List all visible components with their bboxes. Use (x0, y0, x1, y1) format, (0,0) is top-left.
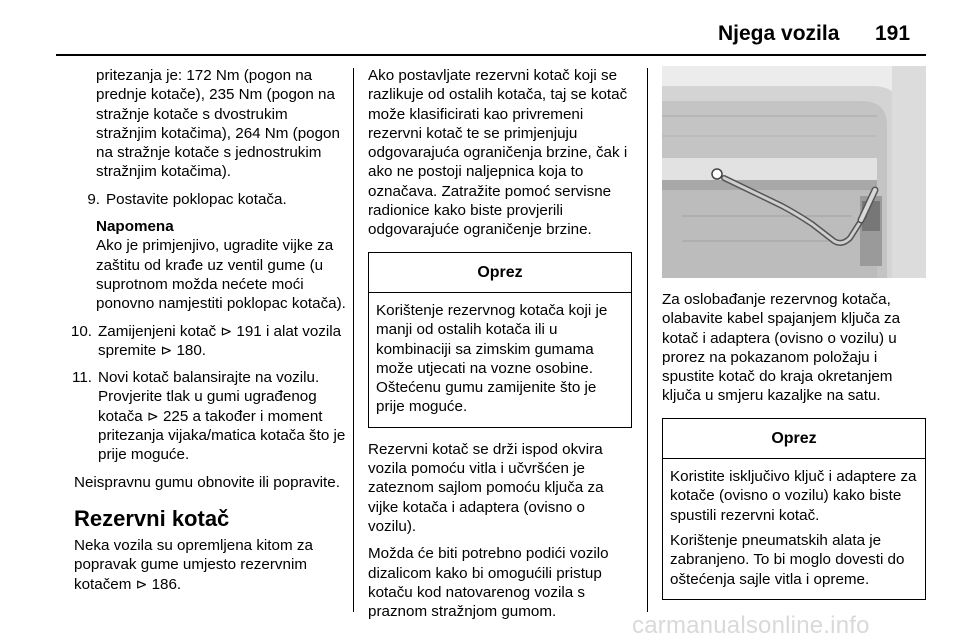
page-reference[interactable]: 225 (162, 407, 189, 425)
caution-body (369, 293, 631, 427)
page-reference-arrow-icon: ⊳ (220, 322, 233, 339)
column-divider-left (353, 68, 354, 612)
list-number: 10. (70, 322, 92, 340)
list-item-10 (66, 322, 346, 361)
note-text: Ako je primjenjivo, ugradite vijke za zaštitu od krađe uz ventil gume (u suprotnom možda nećete moći ponovno namjestiti poklopac kotača). (96, 237, 346, 313)
middle-column (368, 66, 632, 621)
header-rule (56, 54, 926, 56)
page-reference-arrow-icon: ⊳ (146, 407, 159, 424)
list-text: Novi kotač balansirajte na vozilu. Provjerite tlak u gumi ugrađenog kotača ⊳ 225 a također i moment pritezanja vijaka/matica kotača što je prije moguće. (98, 369, 346, 464)
caution-body (663, 459, 925, 599)
page-title: Njega vozila (718, 22, 840, 45)
page-reference[interactable]: 191 (236, 322, 262, 340)
caution-text: Korištenje rezervnog kotača koji je manji od ostalih kotača ili u kombinaciji sa zimskim gumama može utjecati na vozne osobine. Oštećenu gumu zamijenite što je prije moguće. (376, 301, 608, 416)
paragraph: Za oslobađanje rezervnog kotača, olabavite kabel spajanjem ključa za kotač i adaptera (ovisno o vozilu) u prorez na pokazanom položaju i spustite kotač do kraja okretanjem ključa u smjeru kazaljke na satu. (662, 291, 901, 405)
list-number: 9. (87, 190, 100, 208)
caution-box (662, 418, 926, 600)
paragraph: Rezervni kotač se drži ispod okvira vozila pomoću vitla i učvršćen je zateznom sajlom pomoću ključa za vijke kotača i adaptera (ovisno o vozilu). (368, 440, 604, 535)
continued-text: pritezanja je: 172 Nm (pogon na prednje kotače), 235 Nm (pogon na stražnje kotače s dvostrukim stražnjim kotačima), 264 Nm (pogon na stražnje kotače s jednostrukim stražnjim kotačima). (96, 67, 340, 181)
watermark: carmanualsonline.info (632, 612, 870, 639)
page-reference-arrow-icon: ⊳ (135, 575, 148, 592)
paragraph: Neispravnu gumu obnovite ili popravite. (74, 473, 340, 491)
page-reference[interactable]: 180. (176, 341, 206, 359)
column-divider-right (647, 68, 648, 612)
paragraph: Neka vozila su opremljena kitom za popravak gume umjesto rezervnim kotačem ⊳ 186. (74, 536, 313, 593)
left-column (70, 66, 346, 594)
wrench-illustration-icon (662, 66, 926, 278)
paragraph: Ako postavljate rezervni kotač koji se razlikuje od ostalih kotača, taj se kotač može klasificirati kao privremeni rezervni kotač te se primjenjuju odgovarajuća ograničenja brzine, čak i ako ne postoji naljepnica koja to označava. Zatražite pomoć servisne radionice kako biste provjerili odgovarajuće ograničenje brzine. (368, 67, 628, 239)
caution-text: Korištenje pneumatskih alata je zabranjeno. To bi moglo dovesti do oštećenja sajle vitla i opreme. (670, 531, 905, 588)
paragraph: Možda će biti potrebno podići vozilo dizalicom kako bi omogućili pristup kotaču kod natovarenog vozila s praznom stražnjom gumom. (368, 545, 609, 621)
list-item-11 (66, 368, 346, 464)
caution-heading: Oprez (369, 253, 631, 293)
right-column (662, 66, 926, 600)
note-heading: Napomena (96, 218, 174, 236)
caution-box (368, 252, 632, 428)
section-heading: Rezervni kotač (74, 505, 230, 531)
page-reference[interactable]: 186. (151, 575, 182, 593)
list-item-9 (74, 190, 346, 209)
spare-wheel-tool-illustration (662, 66, 926, 278)
list-text: Postavite poklopac kotača. (106, 190, 287, 208)
caution-heading: Oprez (663, 419, 925, 459)
list-text: Zamijenjeni kotač ⊳ 191 i alat vozila spremite ⊳ 180. (98, 322, 342, 359)
page-reference-arrow-icon: ⊳ (160, 341, 173, 358)
caution-text: Koristite isključivo ključ i adaptere za kotače (ovisno o vozilu) kako biste spustili rezervni kotač. (670, 468, 917, 524)
page-number: 191 (875, 22, 911, 45)
list-number: 11. (72, 369, 92, 387)
note (74, 217, 346, 313)
